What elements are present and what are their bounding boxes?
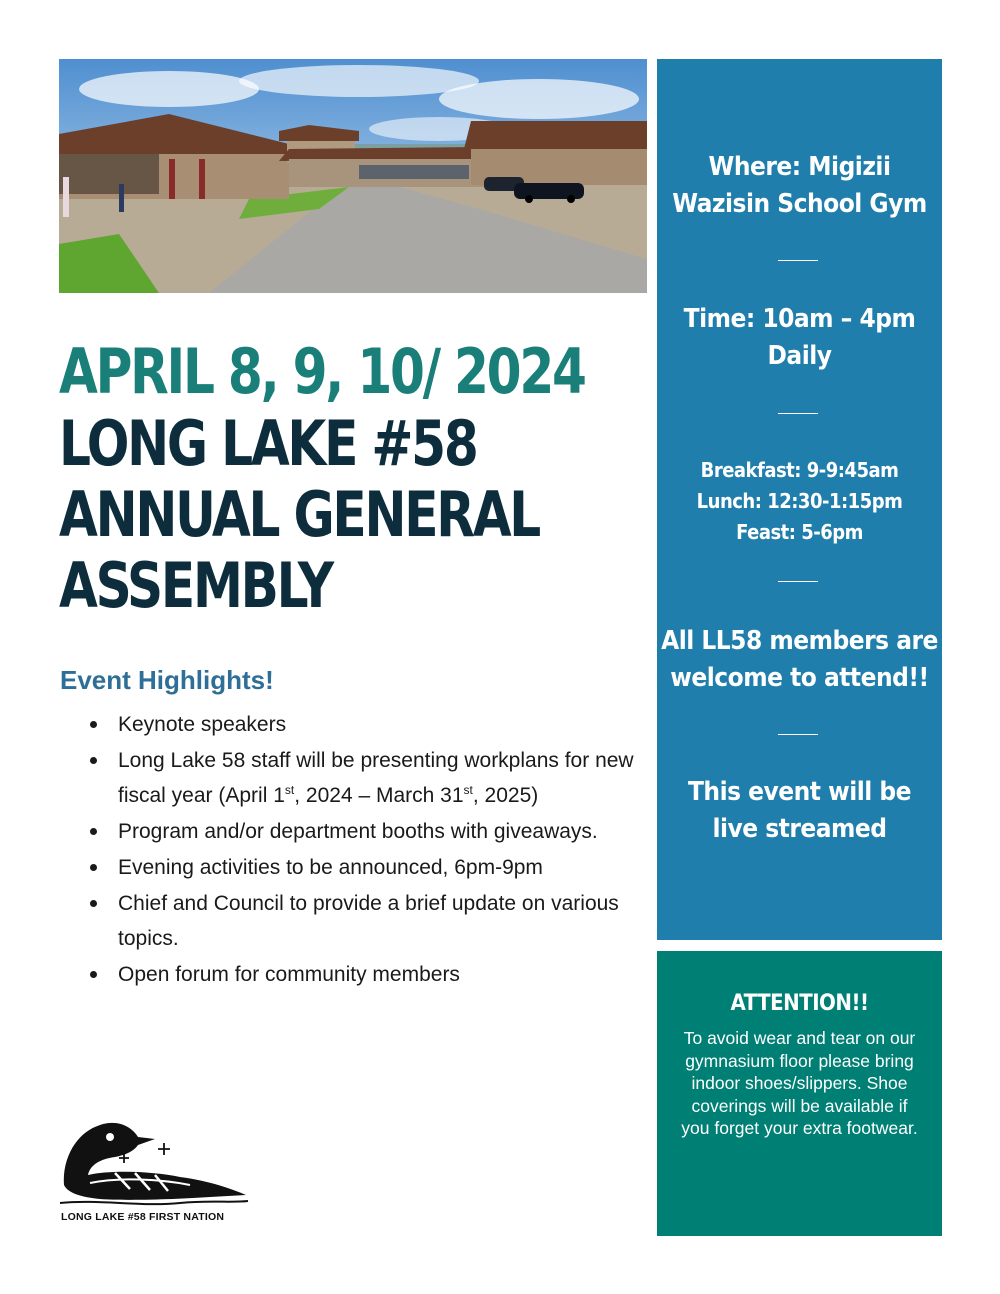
ordinal-suffix: st [284, 783, 295, 797]
event-title [59, 408, 599, 621]
feast-time: Feast: 5-6pm [736, 520, 863, 544]
list-item-text: Long Lake 58 staff will be presenting workplans for new fiscal year (April 1 [118, 749, 634, 807]
loon-icon [60, 1115, 250, 1210]
list-item: Chief and Council to provide a brief update on various topics. [88, 886, 648, 956]
list-item: Evening activities to be announced, 6pm-9pm [88, 850, 648, 885]
livestream-note [657, 774, 942, 848]
highlights-heading: Event Highlights! [60, 665, 274, 695]
divider [778, 734, 818, 735]
meal-schedule [657, 455, 942, 548]
members-welcome [657, 623, 942, 697]
livestream-line-1: This event will be [687, 777, 912, 807]
list-item [88, 743, 648, 813]
event-date: APRIL 8, 9, 10/ 2024 [59, 335, 585, 408]
divider [778, 260, 818, 261]
attention-panel [657, 951, 942, 1236]
title-line-2: ANNUAL GENERAL [59, 478, 540, 551]
ordinal-suffix: st [463, 783, 473, 797]
time-line-2: Daily [767, 341, 832, 371]
list-item-text: , 2025) [472, 784, 539, 807]
list-item: Keynote speakers [88, 707, 648, 742]
logo-caption: LONG LAKE #58 FIRST NATION [61, 1211, 225, 1223]
attention-body: To avoid wear and tear on our gymnasium floor please bring indoor shoes/slippers. Shoe coverings will be available if you forget your extra footwear. [681, 1028, 918, 1138]
time-line-1: Time: 10am – 4pm [683, 304, 916, 334]
lunch-time: Lunch: 12:30-1:15pm [696, 489, 903, 513]
location-line-1: Where: Migizii [708, 152, 891, 182]
attention-title: ATTENTION!! [730, 991, 869, 1016]
divider [778, 413, 818, 414]
title-line-1: LONG LAKE #58 [59, 407, 477, 480]
breakfast-time: Breakfast: 9-9:45am [700, 458, 899, 482]
list-item-text: , 2024 – March 31 [294, 784, 464, 807]
event-info-panel [657, 59, 942, 940]
list-item: Program and/or department booths with giveaways. [88, 814, 648, 849]
members-line-1: All LL58 members are [661, 626, 938, 656]
list-item: Open forum for community members [88, 957, 648, 992]
time-info [657, 301, 942, 375]
location-line-2: Wazisin School Gym [672, 189, 927, 219]
livestream-line-2: live streamed [712, 814, 887, 844]
school-photo [59, 59, 647, 293]
highlights-list [88, 707, 648, 993]
title-line-3: ASSEMBLY [59, 549, 332, 622]
location-info [657, 149, 942, 223]
divider [778, 581, 818, 582]
members-line-2: welcome to attend!! [670, 663, 929, 693]
